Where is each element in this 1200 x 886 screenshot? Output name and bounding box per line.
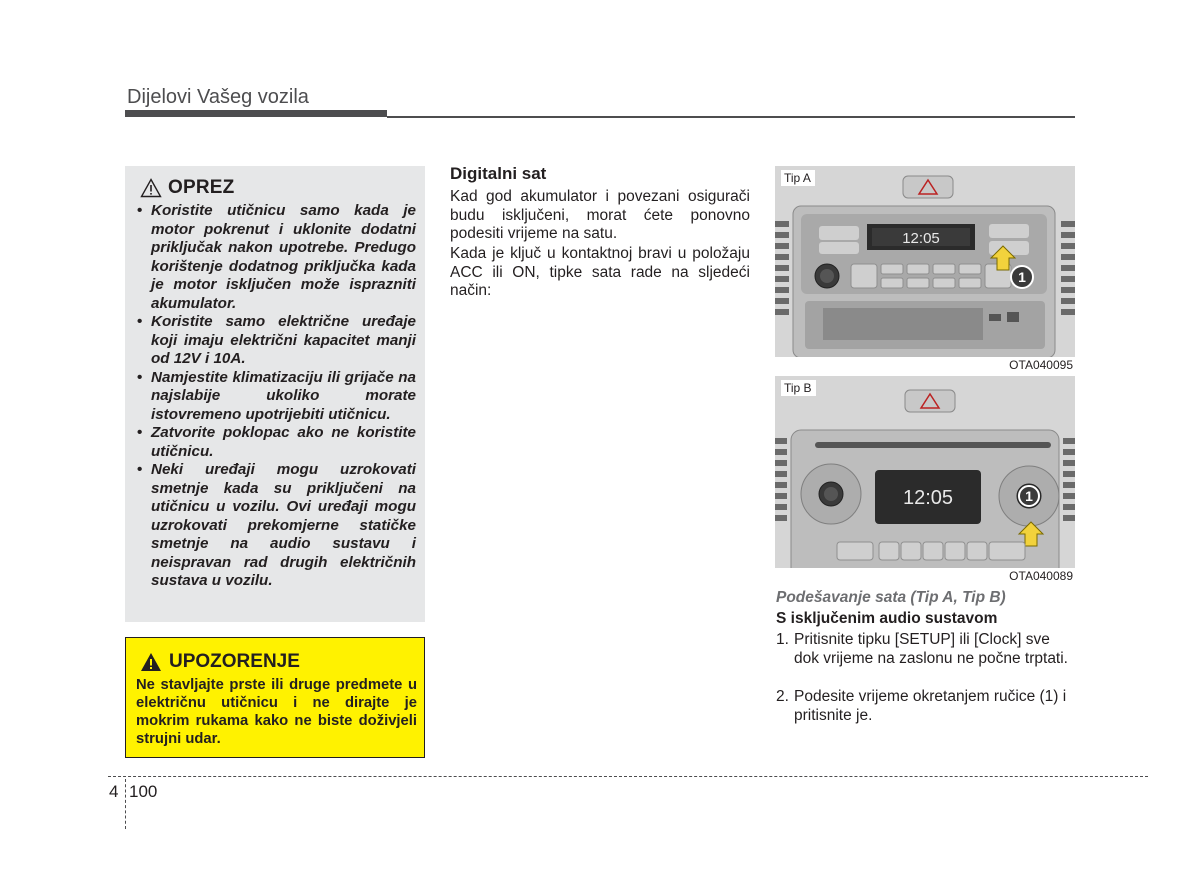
- figure-type-b: [775, 376, 1075, 584]
- figure-label: Tip B: [781, 380, 816, 396]
- warning-text: Ne stavljajte prste ili druge predmete u električnu utičnicu i ne dirajte je mokrim rukama kako ne biste doživjeli strujni udar.: [136, 677, 417, 747]
- paragraph: Kada je ključ u kontaktnoj bravi u položaju ACC ili ON, tipke sata rade na sljedeći način:: [450, 245, 750, 299]
- paragraph: Kad god akumulator i povezani osigurači budu isključeni, morat ćete ponovno podesiti vrijeme na satu.: [450, 188, 750, 242]
- warning-triangle-icon: [140, 652, 162, 672]
- caution-item: • Neki uređaji mogu uzrokovati smetnje kada su priključeni na utičnicu u vozilu. Ovi uređaji mogu uzrokovati prekomjerne statičke smetnje na audio sustavu i neispravan rad drugih električnih sustava u vozilu.: [135, 461, 416, 591]
- page-header-title: Dijelovi Vašeg vozila: [127, 86, 309, 108]
- chapter-number: 4: [109, 782, 119, 801]
- footer-rule: [108, 776, 1148, 777]
- figure-label: Tip A: [781, 170, 815, 186]
- callout-number: 1: [1025, 488, 1033, 504]
- callout-number: 1: [1018, 269, 1026, 285]
- caution-item: • Koristite samo električne uređaje koji imaju električni kapacitet manji od 12V i 10A.: [135, 313, 416, 369]
- subsection-title: S isključenim audio sustavom: [776, 610, 998, 627]
- footer-vertical-rule: [125, 779, 126, 829]
- caution-heading: [140, 176, 234, 200]
- caution-item: • Namjestite klimatizaciju ili grijače na najslabije ukoliko morate istovremeno upotrijebiti utičnicu.: [135, 369, 416, 425]
- caution-list: [135, 202, 416, 591]
- caution-item: • Koristite utičnicu samo kada je motor pokrenut i uklonite dodatni priključak nakon upotrebe. Predugo korištenje dodatnog priključka kada je motor isključen može isprazniti akumulator.: [135, 202, 416, 313]
- figure-code-row: [775, 568, 1075, 585]
- step-number: 2.: [776, 688, 789, 705]
- section-title: Digitalni sat: [450, 164, 547, 183]
- caution-triangle-icon: [140, 178, 162, 198]
- page-number: 100: [129, 782, 158, 801]
- step-text: Podesite vrijeme okretanjem ručice (1) i pritisnite je.: [794, 688, 1067, 724]
- step-text: Pritisnite tipku [SETUP] ili [Clock] sve dok vrijeme na zaslonu ne počne trptati.: [794, 631, 1068, 667]
- radio-type-b-illustration: [775, 376, 1075, 584]
- figure-caption: Podešavanje sata (Tip A, Tip B): [776, 589, 1006, 606]
- clock-display: 12:05: [902, 230, 940, 247]
- step-item: [776, 688, 1076, 725]
- warning-title: UPOZORENJE: [169, 651, 300, 672]
- figure-code: OTA040095: [1009, 358, 1073, 372]
- clock-display: 12:05: [902, 487, 954, 509]
- figure-code-row: [775, 357, 1075, 374]
- header-rule-thick: [125, 110, 387, 117]
- header-rule-thin: [387, 116, 1075, 118]
- figure-type-a: [775, 166, 1075, 366]
- figure-code: OTA040089: [1009, 569, 1073, 583]
- caution-item: • Zatvorite poklopac ako ne koristite utičnicu.: [135, 424, 416, 461]
- step-item: [776, 631, 1076, 668]
- radio-type-a-illustration: [775, 166, 1075, 366]
- warning-heading: [140, 650, 300, 674]
- step-number: 1.: [776, 631, 789, 648]
- caution-title: OPREZ: [168, 177, 235, 198]
